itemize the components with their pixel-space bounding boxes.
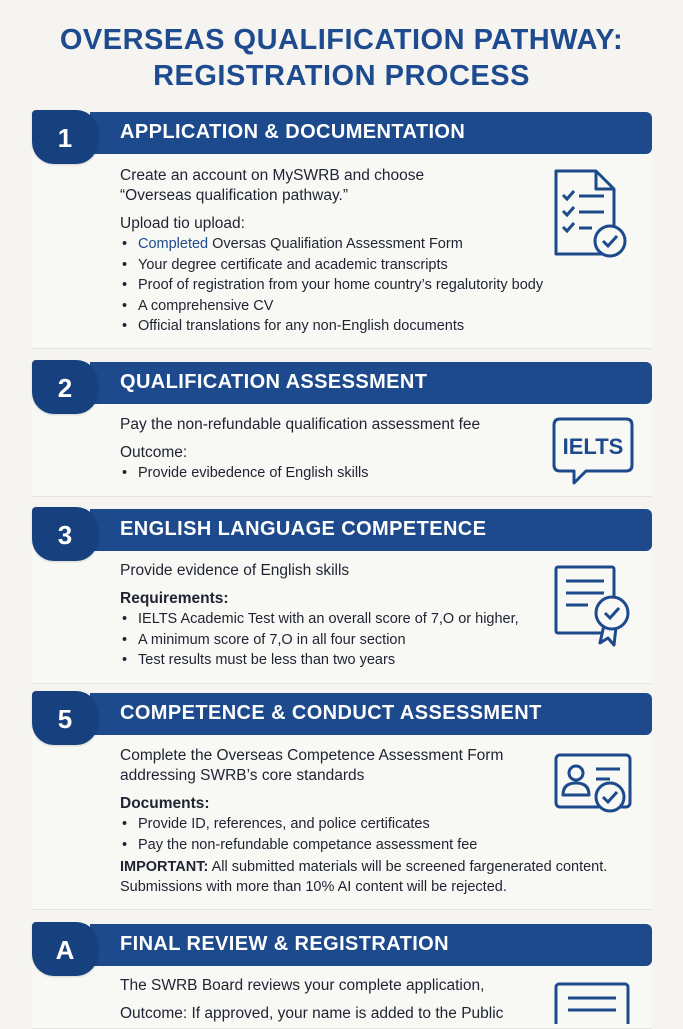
step-3-title: ENGLISH LANGUAGE COMPETENCE: [120, 518, 487, 540]
step-3-bullet: • Test results must be less than two years: [120, 650, 560, 671]
step-a-header: [90, 924, 652, 966]
step-5-important-line2: Submissions with more than 10% AI content will be rejected.: [120, 879, 507, 895]
step-3-subheading: Requirements:: [120, 590, 229, 607]
id-card-check-icon: [552, 751, 634, 815]
step-2-intro: Pay the non-refundable qualification assessment fee: [120, 416, 481, 433]
step-5-intro-line2: addressing SWRB’s core standards: [120, 767, 365, 784]
step-1-bullet: • A comprehensive CV: [120, 296, 560, 317]
step-2-header: [90, 362, 652, 404]
step-a-outcome: Outcome: If approved, your name is added to the Public: [120, 1005, 504, 1022]
step-1-bullet: [120, 234, 560, 255]
step-5-header: [90, 693, 652, 735]
step-1-intro-line2: “Overseas qualification pathway.”: [120, 187, 349, 204]
page-title: [0, 22, 683, 94]
step-3-content: [120, 561, 560, 671]
step-5: [32, 691, 652, 911]
step-3-bullet-list: [120, 609, 560, 671]
step-5-content: [120, 746, 608, 897]
step-5-intro-line1: Complete the Overseas Competence Assessment Form: [120, 747, 504, 764]
step-1-bullet: • Your degree certificate and academic transcripts: [120, 255, 560, 276]
important-label: IMPORTANT:: [120, 859, 209, 875]
step-1-bullet: • Proof of registration from your home country’s regalutority body: [120, 275, 560, 296]
ielts-label: IELTS: [562, 434, 624, 459]
page-title-line1: OVERSEAS QUALIFICATION PATHWAY:: [59, 24, 624, 56]
step-2-subheading: Outcome:: [120, 444, 188, 461]
step-1-bullet-list: [120, 234, 560, 337]
page-title-line2: REGISTRATION PROCESS: [153, 60, 530, 92]
step-a: [32, 922, 652, 1024]
checklist-document-icon: [552, 168, 632, 260]
step-3: [32, 507, 652, 685]
step-a-title: FINAL REVIEW & REGISTRATION: [120, 933, 449, 955]
step-a-number-badge: A: [32, 922, 98, 976]
step-3-number-badge: 3: [32, 507, 98, 561]
bullet-text: Oversas Qualifiation Assessment Form: [208, 236, 463, 252]
step-5-important-line1: [120, 857, 608, 877]
step-5-bullet-list: [120, 814, 560, 855]
step-a-content: [120, 976, 560, 1024]
step-5-bullet: • Pay the non-refundable competance assessment fee: [120, 835, 560, 856]
step-3-header: [90, 509, 652, 551]
step-3-intro: Provide evidence of English skills: [120, 562, 350, 579]
step-2-number-badge: 2: [32, 360, 98, 414]
step-3-bullet: • IELTS Academic Test with an overall score of 7,O or higher,: [120, 609, 560, 630]
step-1: [32, 110, 652, 350]
step-1-title: APPLICATION & DOCUMENTATION: [120, 121, 466, 143]
step-1-number-badge: 1: [32, 110, 98, 164]
step-1-content: [120, 166, 560, 337]
step-1-intro-line1: Create an account on MySWRB and choose: [120, 167, 425, 184]
document-icon: [552, 980, 634, 1024]
important-text: All submitted materials will be screened fargenerated content.: [208, 859, 608, 875]
ielts-speech-bubble-icon: [552, 415, 636, 489]
step-3-bullet: • A minimum score of 7,O in all four section: [120, 630, 560, 651]
bullet-highlight: Completed: [138, 236, 209, 252]
step-2-title: QUALIFICATION ASSESSMENT: [120, 371, 428, 393]
step-5-number-badge: 5: [32, 691, 98, 745]
step-5-title: COMPETENCE & CONDUCT ASSESSMENT: [120, 702, 542, 724]
step-a-intro: The SWRB Board reviews your complete application,: [120, 977, 485, 994]
step-2-bullet-list: [120, 463, 560, 484]
step-5-bullet: • Provide ID, references, and police certificates: [120, 814, 560, 835]
step-2-bullet: • Provide evibedence of English skills: [120, 463, 560, 484]
certificate-badge-icon: [552, 563, 634, 647]
step-1-subheading: Upload tio upload:: [120, 215, 245, 232]
step-1-bullet: • Official translations for any non-English documents: [120, 316, 560, 337]
step-2: [32, 360, 652, 498]
step-1-header: [90, 112, 652, 154]
step-2-content: [120, 415, 560, 484]
step-5-subheading: Documents:: [120, 795, 210, 812]
